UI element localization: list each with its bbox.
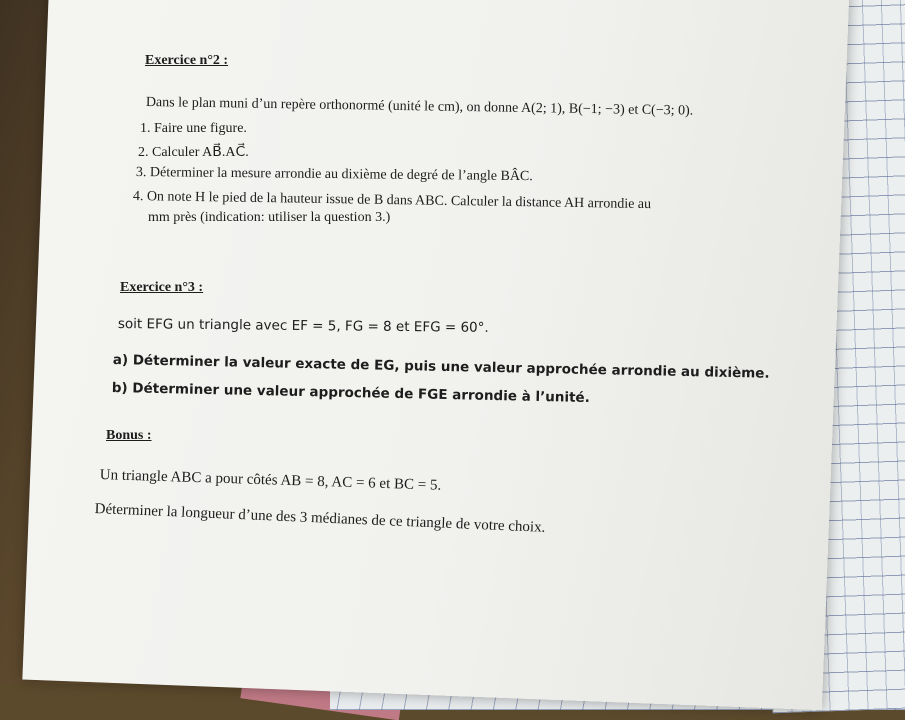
ex3-qa: a) Déterminer la valeur exacte de EG, puis une valeur approchée arrondie au dixième. [112, 352, 770, 382]
ex2-q3: 3. Déterminer la mesure arrondie au dixième de degré de l’angle BÂC. [135, 165, 533, 185]
ex2-q2: 2. Calculer AB⃗.AC⃗. [138, 145, 249, 160]
bonus-line2: Déterminer la longueur d’une des 3 médianes de ce triangle de votre choix. [94, 501, 546, 536]
ex2-intro: Dans le plan muni d’un repère orthonormé (unité le cm), on donne A(2; 1), B(−1; −3) et C(−3; 0). [145, 95, 694, 119]
ex2-q4-line2: mm près (indication: utiliser la question 3.) [148, 210, 391, 225]
ex2-title: Exercice n°2 : [145, 53, 229, 68]
ex3-qb: b) Déterminer une valeur approchée de FGE arrondie à l’unité. [111, 380, 590, 407]
bonus-line1: Un triangle ABC a pour côtés AB = 8, AC = 6 et BC = 5. [99, 467, 442, 494]
ex2-q4-line1: 4. On note H le pied de la hauteur issue de B dans ABC. Calculer la distance AH arrondie au [132, 189, 652, 213]
ex3-title: Exercice n°3 : [120, 280, 204, 295]
ex3-intro: soit EFG un triangle avec EF = 5, FG = 8 et EFG = 60°. [117, 316, 489, 336]
ex2-q1: 1. Faire une figure. [140, 121, 247, 136]
bonus-title: Bonus : [106, 428, 152, 443]
